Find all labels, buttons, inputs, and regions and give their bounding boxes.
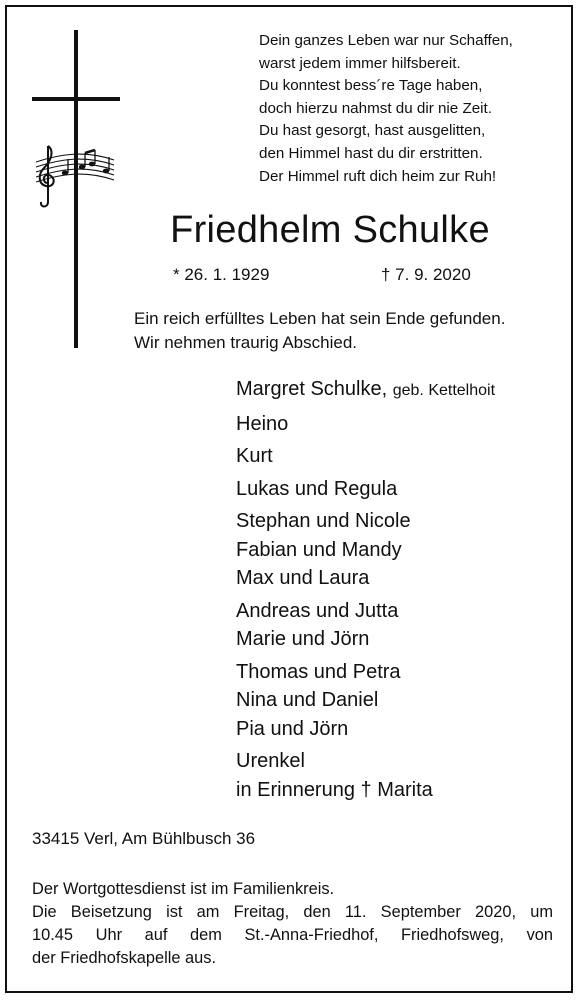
mourner-line: Kurt [236, 445, 273, 467]
intro-text [134, 307, 564, 355]
poem-line: Dein ganzes Leben war nur Schaffen, [259, 32, 513, 49]
intro-line: Wir nehmen traurig Abschied. [134, 333, 357, 352]
spouse-name: Margret Schulke, [236, 378, 388, 400]
mourner-line: Fabian und Mandy [236, 538, 402, 561]
service-line: Die Beisetzung ist am Freitag, den 11. September 2020, um [32, 903, 553, 921]
poem-line: den Himmel hast du dir erstritten. [259, 144, 483, 162]
service-line: der Friedhofskapelle aus. [32, 949, 217, 967]
mourner-group [236, 747, 566, 804]
music-notes-icon [30, 140, 116, 212]
mourner-line: Lukas und Regula [236, 477, 398, 500]
mourner-line: Urenkel [236, 750, 305, 772]
birth-date: * 26. 1. 1929 [173, 265, 270, 284]
mourner-line: Nina und Daniel [236, 689, 379, 711]
mourner-group [236, 442, 566, 471]
mourner-line: Pia und Jörn [236, 717, 349, 740]
mourners-list [236, 375, 566, 808]
poem-line: warst jedem immer hilfsbereit. [259, 54, 461, 72]
poem-line: Du konntest bess´re Tage haben, [259, 77, 483, 95]
intro-line: Ein reich erfülltes Leben hat sein Ende gefunden. [134, 309, 506, 328]
mourner-line: Andreas und Jutta [236, 599, 399, 622]
mourner-group [236, 597, 566, 654]
poem-line: Du hast gesorgt, hast ausgelitten, [259, 122, 486, 140]
poem-line: doch hierzu nahmst du dir nie Zeit. [259, 99, 492, 117]
mourner-line: Marie und Jörn [236, 628, 370, 650]
service-line: Der Wortgottesdienst ist im Familienkreis. [32, 880, 335, 898]
mourner-line: in Erinnerung † Marita [236, 778, 433, 801]
mourner-line: Max und Laura [236, 567, 370, 589]
mourner-line [236, 375, 566, 406]
mourner-group [236, 375, 566, 406]
mourner-group [236, 410, 566, 439]
death-date: † 7. 9. 2020 [381, 265, 471, 284]
mourner-group [236, 658, 566, 744]
spouse-maiden-name: geb. Kettelhoit [392, 382, 496, 399]
mourner-group [236, 475, 566, 504]
poem-line: Der Himmel ruft dich heim zur Ruh! [259, 167, 497, 185]
mourner-line: Heino [236, 412, 289, 435]
mourner-line: Stephan und Nicole [236, 510, 411, 532]
service-info [32, 878, 553, 970]
poem [259, 30, 559, 188]
cross-horizontal-bar [32, 97, 120, 101]
mourner-line: Thomas und Petra [236, 660, 401, 683]
mourner-group [236, 507, 566, 593]
service-line: 10.45 Uhr auf dem St.-Anna-Friedhof, Friedhofsweg, von [32, 926, 553, 944]
deceased-name: Friedhelm Schulke [170, 209, 490, 251]
family-address: 33415 Verl, Am Bühlbusch 36 [32, 829, 256, 848]
